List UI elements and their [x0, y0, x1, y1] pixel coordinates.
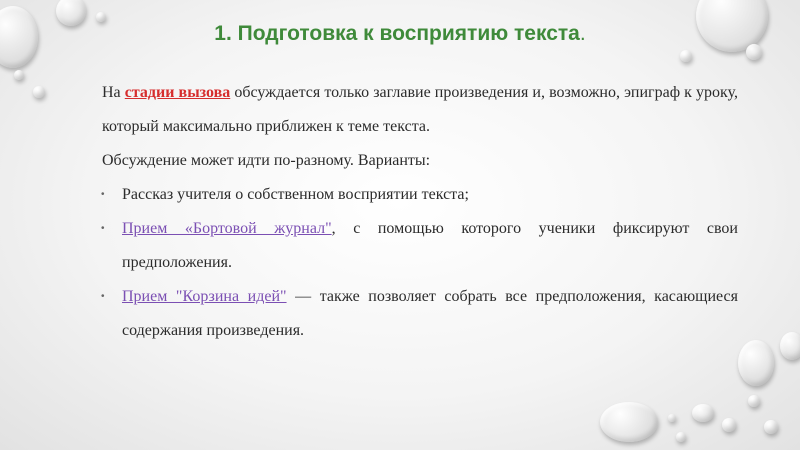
challenge-stage-link[interactable]: стадии вызова [124, 84, 231, 101]
water-drop-decoration [600, 402, 658, 442]
slide-body [102, 76, 738, 348]
list-item [102, 178, 738, 212]
water-drop-decoration [668, 414, 676, 422]
list-item [102, 212, 738, 280]
water-drop-decoration [746, 44, 762, 60]
logbook-technique-link[interactable]: Прием «Бортовой журнал" [122, 220, 332, 237]
water-drop-decoration [33, 86, 45, 98]
water-drop-decoration [680, 50, 692, 62]
water-drop-decoration [764, 420, 778, 434]
water-drop-decoration [14, 70, 24, 80]
ideas-basket-technique-link[interactable]: Прием "Корзина идей" [122, 288, 287, 305]
intro-prefix: На [102, 84, 125, 101]
water-drop-decoration [722, 418, 736, 432]
water-drop-decoration [676, 432, 686, 442]
slide-title-period: . [579, 22, 586, 45]
bullet-icon: • [101, 189, 105, 200]
list-item-text: , с помощью которого ученики фиксируют свои предположения. [122, 220, 738, 271]
discussion-paragraph: Обсуждение может идти по-разному. Варианты: [102, 152, 431, 169]
water-drop-decoration [692, 404, 714, 422]
water-drop-decoration [96, 12, 106, 22]
list-item [102, 280, 738, 348]
list-item-text: Рассказ учителя о собственном восприятии текста; [122, 186, 469, 203]
water-drop-decoration [748, 395, 760, 407]
options-list [102, 178, 738, 348]
water-drop-decoration [738, 340, 774, 386]
slide-title-text: 1. Подготовка к восприятию текста [214, 22, 580, 45]
slide-title [0, 22, 800, 46]
bullet-icon: • [101, 291, 105, 302]
water-drop-decoration [780, 332, 800, 360]
bullet-icon: • [101, 223, 105, 234]
intro-suffix: обсуждается только заглавие произведения и, возможно, эпиграф к уроку, который максимально приближен к теме текста. [102, 84, 739, 135]
intro-paragraph [102, 76, 738, 144]
list-item-text: — также позволяет собрать все предположения, касающиеся содержания произведения. [122, 288, 738, 339]
